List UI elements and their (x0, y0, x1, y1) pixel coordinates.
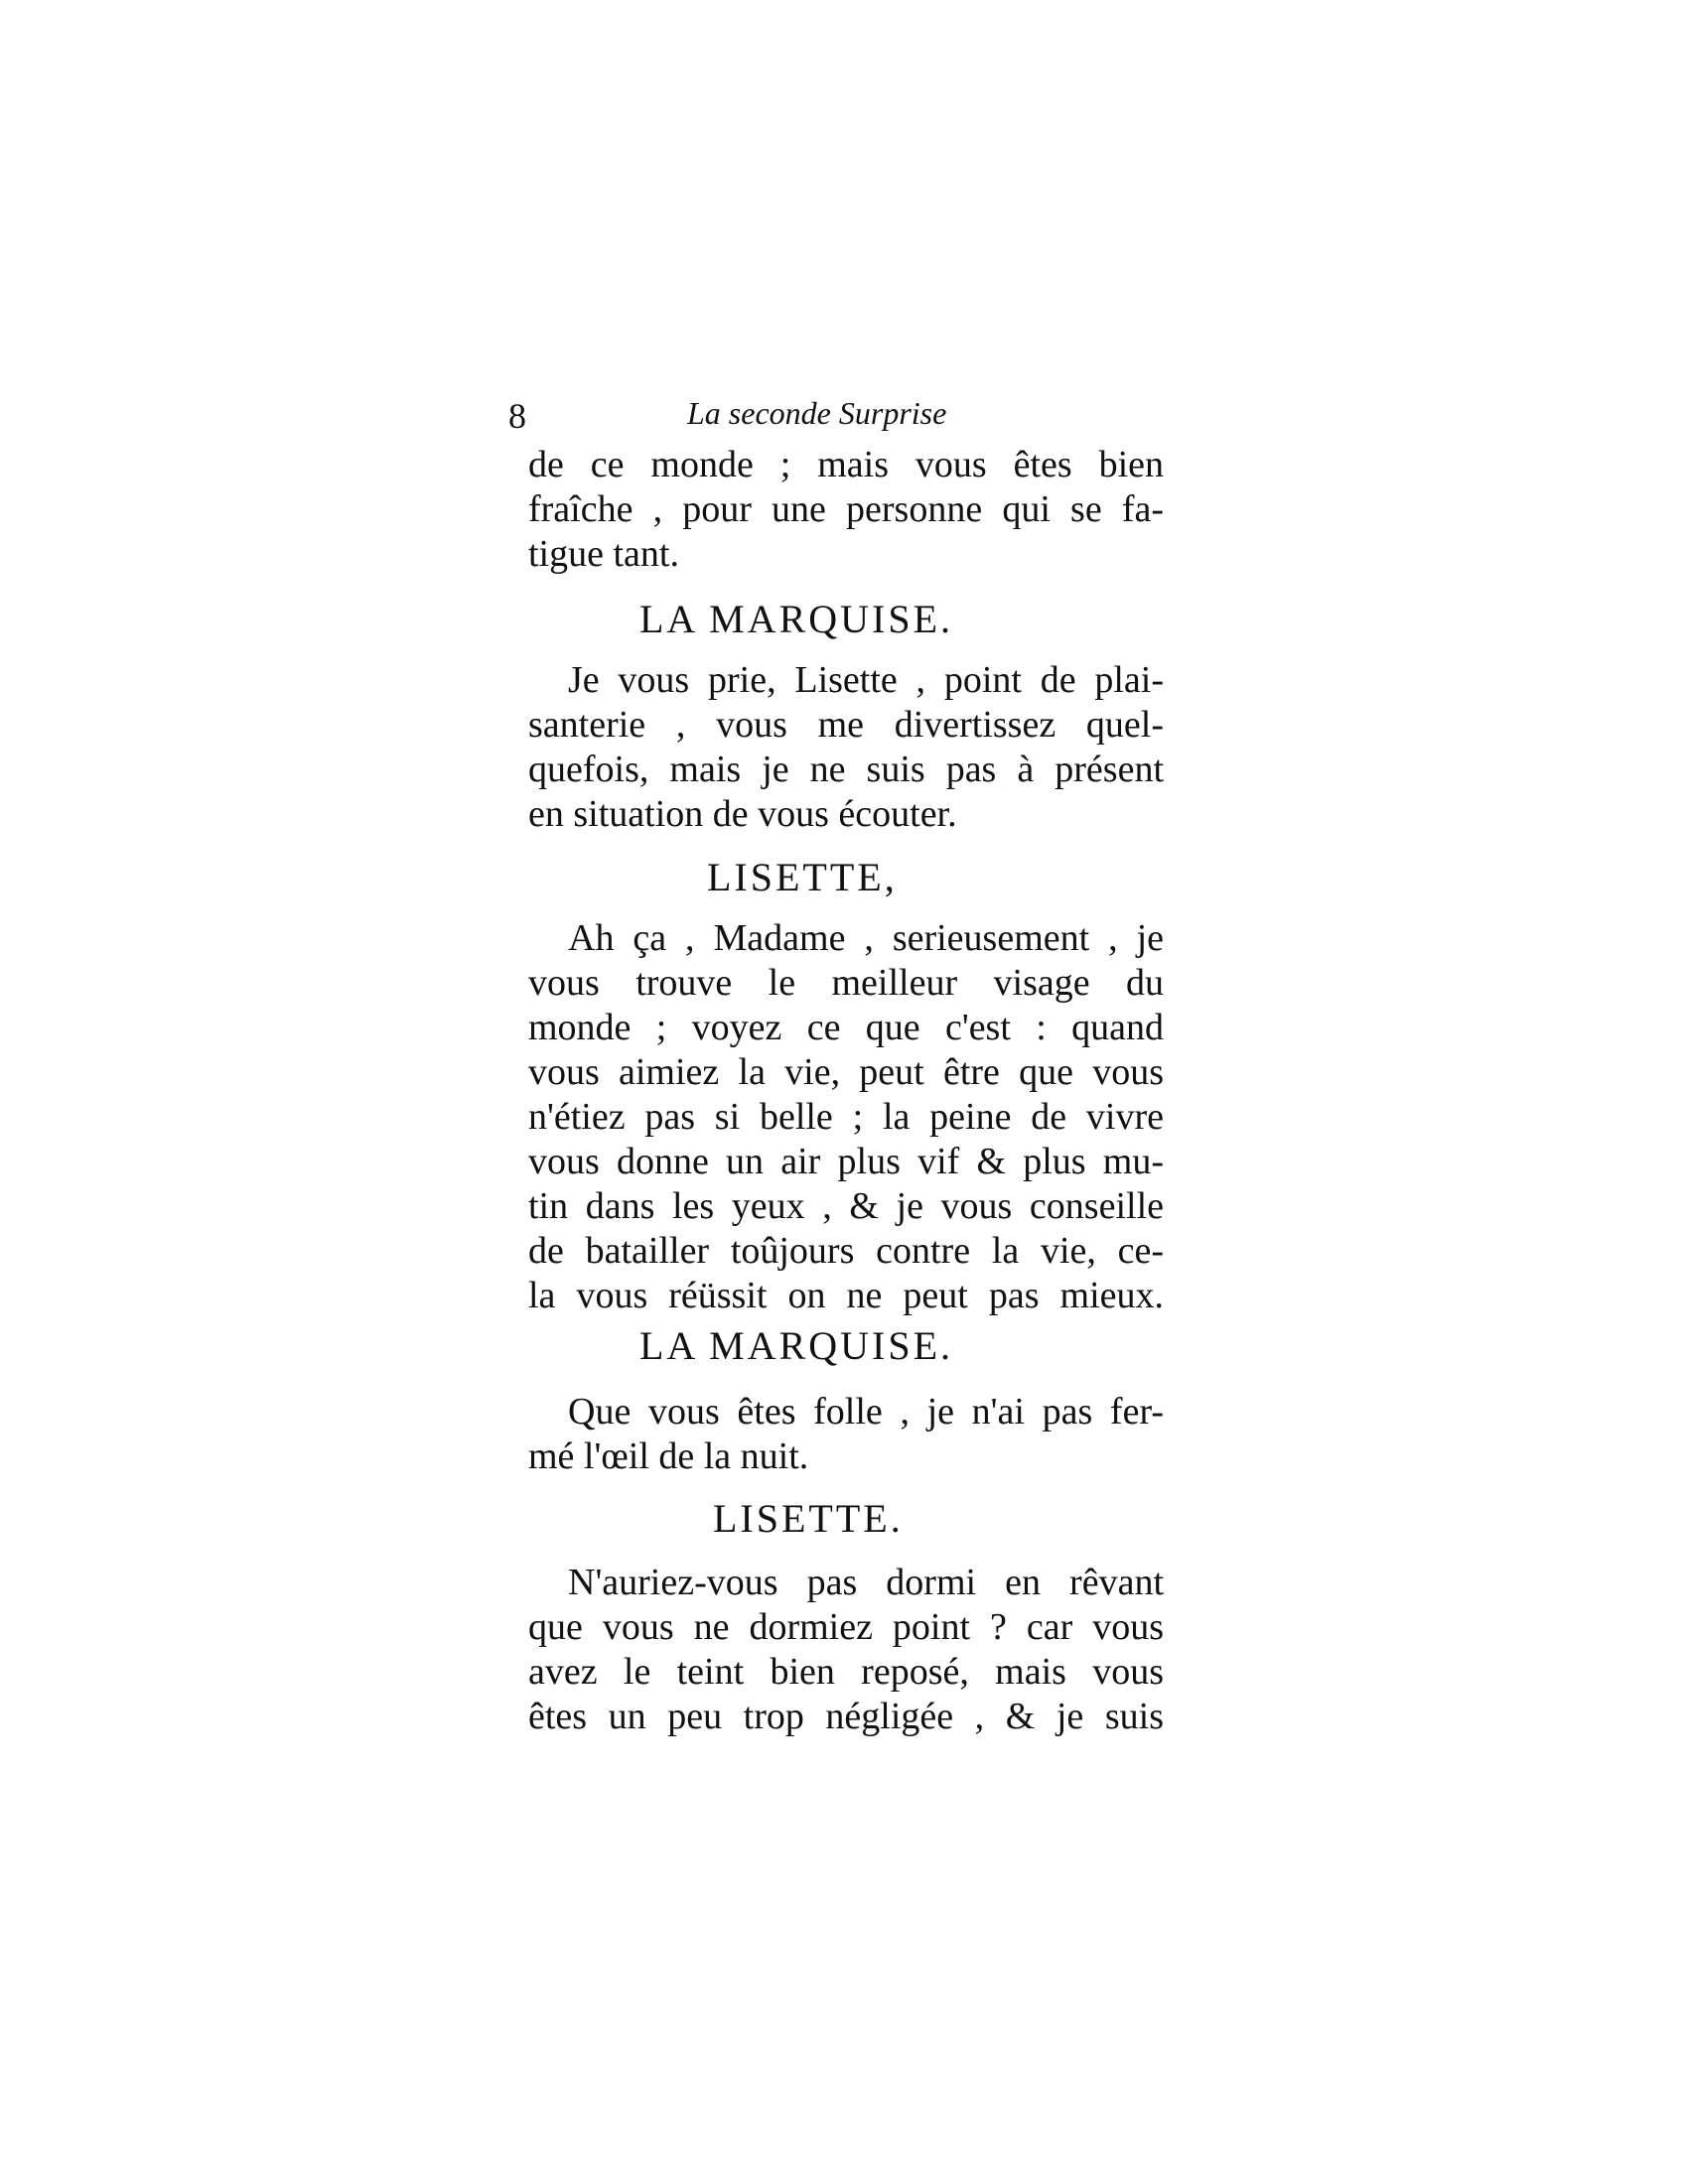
speaker-name: LA MARQUISE. (639, 597, 954, 641)
text-line: la vous réüssit on ne peut pas mieux. (528, 1275, 1164, 1316)
text-line: de batailler toûjours contre la vie, ce- (528, 1230, 1164, 1272)
text-line: tigue tant. (528, 533, 679, 575)
text-line: quefois, mais je ne suis pas à présent (528, 749, 1164, 790)
text-line: n'étiez pas si belle ; la peine de vivre (528, 1096, 1164, 1138)
text-line: monde ; voyez ce que c'est : quand (528, 1007, 1164, 1048)
page-number: 8 (508, 396, 526, 436)
speaker-name: LISETTE, (707, 855, 898, 899)
text-line: avez le teint bien reposé, mais vous (528, 1651, 1164, 1693)
running-title: La seconde Surprise (687, 395, 947, 431)
speaker-name: LA MARQUISE. (639, 1323, 954, 1368)
text-line: en situation de vous écouter. (528, 793, 957, 835)
speaker-name: LISETTE. (713, 1496, 904, 1541)
text-line: fraîche , pour une personne qui se fa- (528, 488, 1164, 530)
text-line: N'auriez-vous pas dormi en rêvant (568, 1562, 1164, 1603)
text-line: santerie , vous me divertissez quel- (528, 704, 1164, 746)
running-head (508, 395, 1174, 445)
text-line: tin dans les yeux , & je vous conseille (528, 1185, 1164, 1227)
text-line: de ce monde ; mais vous êtes bien (528, 444, 1164, 485)
text-line: mé l'œil de la nuit. (528, 1435, 809, 1477)
text-line: vous aimiez la vie, peut être que vous (528, 1051, 1164, 1093)
text-line: Que vous êtes folle , je n'ai pas fer- (568, 1391, 1164, 1433)
text-line: Ah ça , Madame , serieusement , je (568, 917, 1164, 959)
text-line: que vous ne dormiez point ? car vous (528, 1606, 1164, 1648)
text-line: Je vous prie, Lisette , point de plai- (568, 659, 1164, 701)
text-line: êtes un peu trop négligée , & je suis (528, 1696, 1164, 1737)
text-line: vous trouve le meilleur visage du (528, 962, 1164, 1004)
text-line: vous donne un air plus vif & plus mu- (528, 1141, 1164, 1182)
